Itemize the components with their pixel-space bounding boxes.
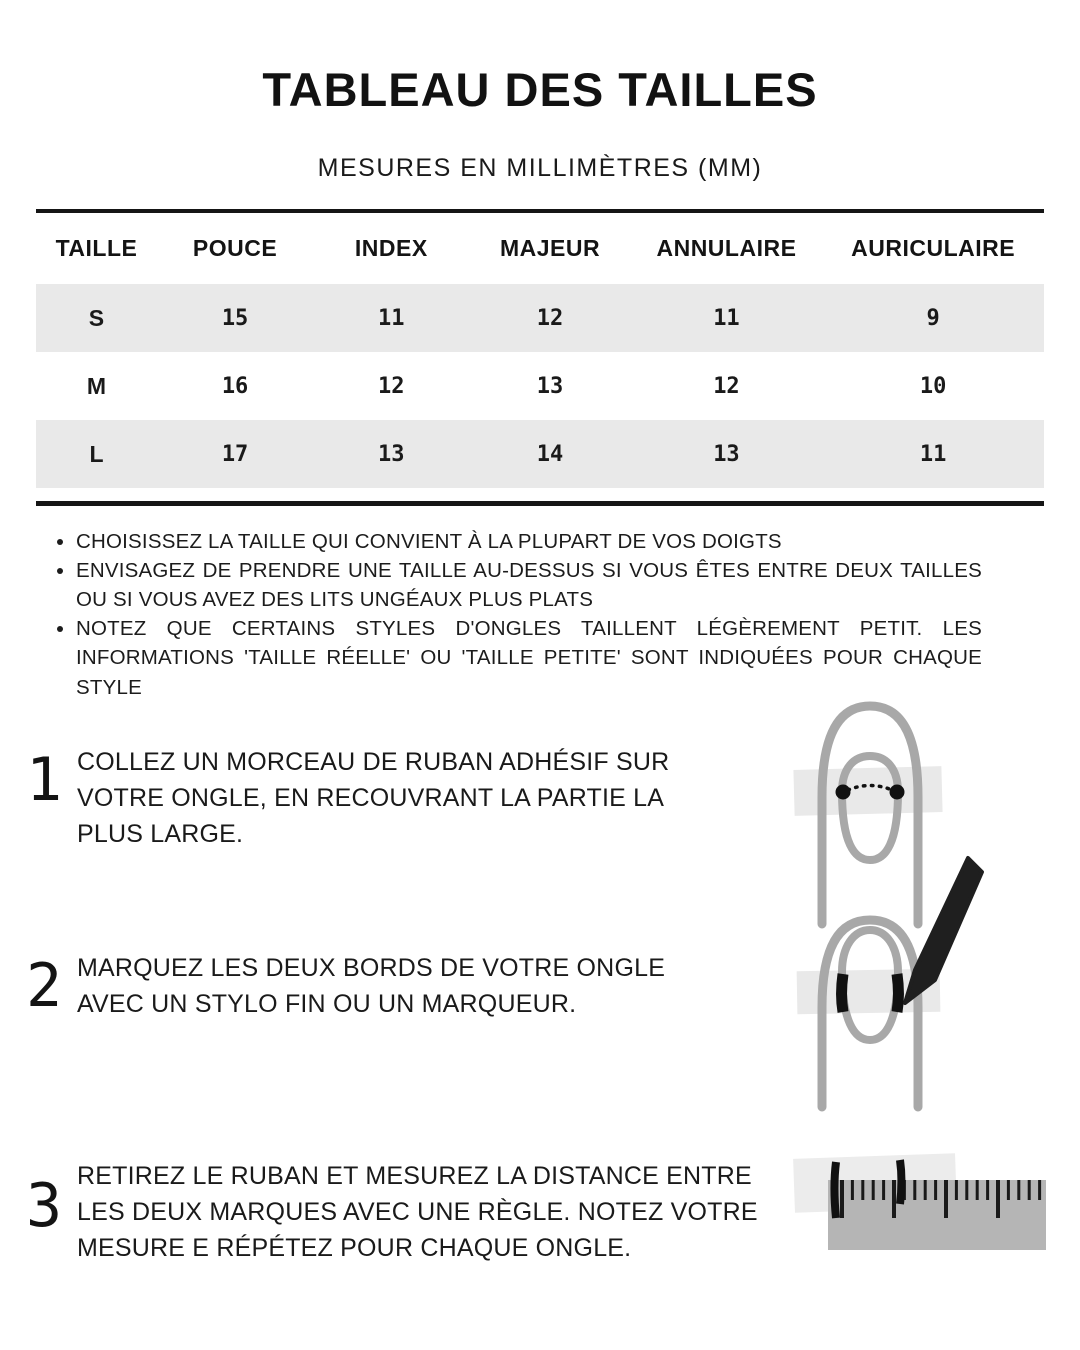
step-3-number: 3 xyxy=(26,1171,63,1241)
col-header-pouce: POUCE xyxy=(192,235,278,261)
col-header-auriculaire: AURICULAIRE xyxy=(851,235,1016,261)
table-cell: 10 xyxy=(919,373,947,399)
table-cell: 11 xyxy=(713,305,740,331)
table-cell: 14 xyxy=(536,441,564,467)
sizing-notes xyxy=(52,527,982,702)
step-2-number: 2 xyxy=(26,951,63,1021)
table-cell: 13 xyxy=(378,441,405,467)
col-header-majeur: MAJEUR xyxy=(499,235,601,261)
table-cell: 13 xyxy=(713,441,740,467)
col-header-annulaire: ANNULAIRE xyxy=(656,235,797,261)
table-cell: 11 xyxy=(378,305,405,331)
table-cell: 12 xyxy=(536,305,564,331)
note-item: • NOTEZ QUE CERTAINS STYLES D'ONGLES TAILLENT LÉGÈREMENT PETIT. LES INFORMATIONS 'TAILLE RÉELLE' OU 'TAILLE PETITE' SONT INDIQUÉES POUR CHAQUE STYLE xyxy=(76,614,982,701)
table-cell: 9 xyxy=(926,305,940,331)
col-header-index: INDEX xyxy=(354,235,428,261)
col-header-taille: TAILLE xyxy=(55,235,138,261)
step-1-text: COLLEZ UN MORCEAU DE RUBAN ADHÉSIF SUR VOTRE ONGLE, EN RECOUVRANT LA PARTIE LA PLUS LARGE. xyxy=(77,748,670,848)
row-label: S xyxy=(88,304,105,331)
table-cell: 12 xyxy=(378,373,405,399)
finger-with-marks-and-pen-icon xyxy=(758,852,1058,1152)
table-row-m xyxy=(36,352,1044,420)
table-cell: 12 xyxy=(713,373,740,399)
size-table xyxy=(36,209,1044,506)
note-item: • CHOISISSEZ LA TAILLE QUI CONVIENT À LA PLUPART DE VOS DOIGTS xyxy=(76,527,982,556)
row-label: L xyxy=(89,440,104,467)
table-row-l xyxy=(36,420,1044,488)
step-1-number: 1 xyxy=(26,745,63,815)
page-subtitle: MESURES EN MILLIMÈTRES (MM) xyxy=(317,154,763,182)
note-item: • ENVISAGEZ DE PRENDRE UNE TAILLE AU-DESSUS SI VOUS ÊTES ENTRE DEUX TAILLES OU SI VOUS AVEZ DES LITS UNGÉAUX PLUS PLATS xyxy=(76,556,982,614)
table-cell: 15 xyxy=(221,305,249,331)
row-label: M xyxy=(86,372,107,399)
table-row-s xyxy=(36,284,1044,352)
table-cell: 11 xyxy=(919,441,947,467)
table-cell: 17 xyxy=(221,441,249,467)
table-header-row xyxy=(36,213,1044,284)
page-title: TABLEAU DES TAILLES xyxy=(262,63,818,116)
tape-and-ruler-icon xyxy=(788,1148,1048,1260)
step-3-text: RETIREZ LE RUBAN ET MESUREZ LA DISTANCE ENTRE LES DEUX MARQUES AVEC UNE RÈGLE. NOTEZ VOTRE MESURE E RÉPÉTEZ POUR CHAQUE ONGLE. xyxy=(77,1162,758,1262)
step-2-text: MARQUEZ LES DEUX BORDS DE VOTRE ONGLE AVEC UN STYLO FIN OU UN MARQUEUR. xyxy=(77,954,666,1018)
table-cell: 13 xyxy=(536,373,564,399)
table-cell: 16 xyxy=(221,373,249,399)
